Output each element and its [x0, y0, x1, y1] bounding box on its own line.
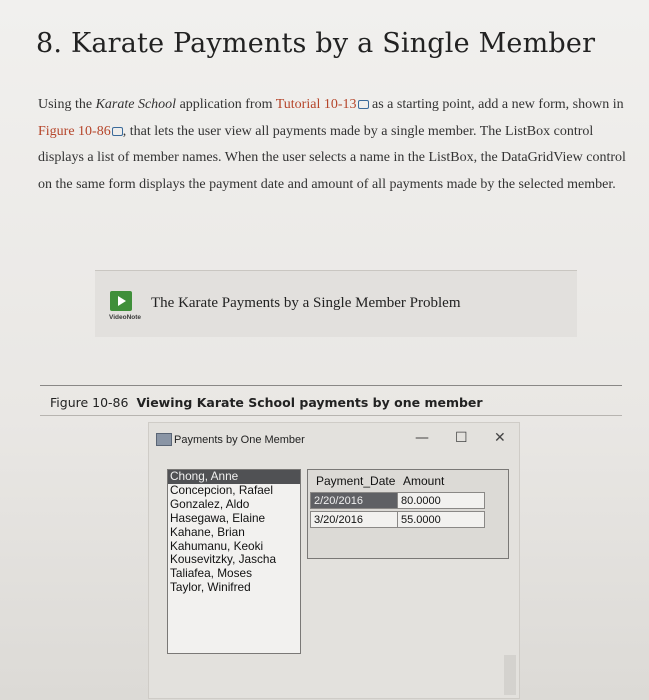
list-item[interactable]: Taylor, Winifred — [170, 580, 251, 595]
figure-number: Figure 10-86 — [50, 395, 129, 410]
tutorial-link[interactable]: Tutorial 10-13 — [275, 97, 357, 112]
divider — [40, 415, 622, 416]
grid-cell-amount[interactable]: 80.0000 — [397, 492, 485, 509]
minimize-button[interactable]: — — [415, 430, 429, 446]
close-button[interactable]: ✕ — [494, 430, 506, 446]
videonote-badge: VideoNote — [109, 314, 142, 321]
form-icon — [156, 433, 172, 446]
text-segment: application from — [176, 97, 276, 112]
payments-datagridview[interactable] — [307, 469, 509, 559]
figure-link[interactable]: Figure 10-86 — [38, 123, 111, 139]
exercise-heading: 8. Karate Payments by a Single Member — [36, 28, 596, 59]
figure-caption — [50, 395, 483, 410]
list-item[interactable]: Taliafea, Moses — [170, 566, 252, 581]
grid-cell-amount[interactable]: 55.0000 — [397, 511, 485, 528]
book-icon — [358, 100, 369, 109]
exercise-description — [38, 92, 628, 198]
resize-grip[interactable] — [504, 655, 516, 695]
figure-title: Viewing Karate School payments by one member — [136, 395, 483, 410]
column-header-amount[interactable]: Amount — [403, 474, 445, 488]
list-item[interactable]: Hasegawa, Elaine — [170, 510, 266, 525]
list-item[interactable]: Concepcion, Rafael — [170, 482, 273, 497]
book-icon — [112, 127, 123, 136]
window-title: Payments by One Member — [174, 434, 305, 446]
text-segment: Using the — [38, 97, 96, 112]
list-item[interactable]: Kahumanu, Keoki — [170, 538, 264, 553]
list-item[interactable]: Gonzalez, Aldo — [170, 496, 250, 511]
grid-cell-date[interactable]: 2/20/2016 — [310, 492, 398, 509]
list-item[interactable]: Kahane, Brian — [170, 524, 245, 539]
divider — [40, 385, 622, 386]
column-header-date[interactable]: Payment_Date — [316, 474, 396, 488]
text-segment: , that lets the user view all payments made by a single member. The ListBox control displays a list of member names. When the user selects a name in the ListBox, the DataGridView control on the same form displays the payment date and amount of all payments made by the selected member. — [38, 123, 626, 192]
maximize-button[interactable]: ☐ — [455, 430, 468, 446]
text-segment: as a starting point, add a new form, shown in — [368, 97, 624, 112]
grid-cell-date[interactable]: 3/20/2016 — [310, 511, 398, 528]
text-segment-italic: Karate School — [95, 97, 177, 112]
list-item[interactable]: Kousevitzky, Jascha — [170, 552, 276, 567]
videonote-title[interactable]: The Karate Payments by a Single Member Problem — [151, 295, 461, 311]
list-item[interactable]: Chong, Anne — [168, 470, 300, 484]
play-icon[interactable] — [110, 291, 132, 311]
member-listbox[interactable] — [167, 469, 301, 654]
